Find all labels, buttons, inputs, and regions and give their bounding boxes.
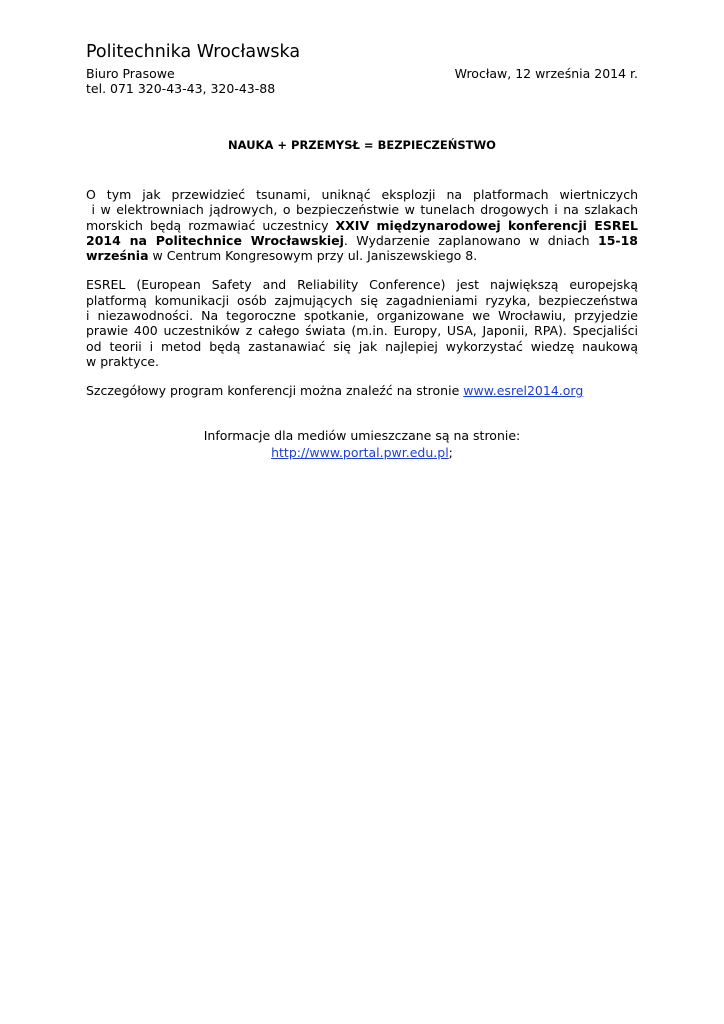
text-line: i niezawodności. Na tegoroczne spotkanie, organizowane we Wrocławiu, przyjedzie	[86, 308, 638, 324]
bold-text: XXIV międzynarodowej konferencji ESREL	[335, 217, 638, 233]
paragraph-esrel	[86, 277, 638, 369]
bold-text: września	[86, 248, 149, 264]
text-span: morskich będą rozmawiać uczestnicy	[86, 217, 336, 233]
text-span: O tym jak przewidzieć tsunami, uniknąć eksplozji na platformach wiertniczych	[86, 187, 638, 202]
program-text: Szczegółowy program konferencji można znaleźć na stronie	[86, 383, 464, 399]
bold-text: 15-18	[598, 232, 638, 248]
paragraph-intro	[86, 187, 638, 263]
link-suffix: ;	[448, 444, 453, 460]
conference-website-link[interactable]: www.esrel2014.org	[463, 383, 584, 399]
text-span: w Centrum Kongresowym przy ul. Janiszewskiego 8.	[148, 248, 478, 264]
header-row	[86, 66, 638, 81]
phone-numbers: tel. 071 320-43-43, 320-43-88	[86, 81, 276, 96]
text-line	[86, 187, 638, 202]
text-line	[86, 202, 638, 217]
media-info-text: Informacje dla mediów umieszczane są na stronie:	[203, 427, 521, 443]
portal-link[interactable]: http://www.portal.pwr.edu.pl	[271, 444, 449, 460]
text-line	[86, 233, 638, 248]
paragraph-program	[86, 383, 638, 398]
text-line: w praktyce.	[86, 353, 160, 369]
media-info	[86, 427, 638, 461]
text-span: i w elektrowniach jądrowych, o bezpieczeństwie w tunelach drogowych i na szlakach	[86, 202, 638, 218]
media-link-row	[86, 444, 638, 461]
text-line: prawie 400 uczestników z całego świata (m.in. Europy, USA, Japonii, RPA). Specjaliści	[86, 323, 638, 339]
office-name: Biuro Prasowe	[86, 66, 175, 81]
text-line	[86, 218, 638, 233]
date-place: Wrocław, 12 września 2014 r.	[454, 66, 638, 81]
text-span: . Wydarzenie zaplanowano w dniach	[343, 232, 599, 248]
letterhead	[86, 40, 638, 96]
text-line: ESREL (European Safety and Reliability Conference) jest największą europejską	[86, 277, 638, 293]
document-title: NAUKA + PRZEMYSŁ = BEZPIECZEŃSTWO	[228, 138, 496, 152]
press-release-page	[86, 40, 638, 461]
organization-name: Politechnika Wrocławska	[86, 42, 301, 62]
bold-text: 2014 na Politechnice Wrocławskiej	[86, 232, 344, 248]
text-line: od teorii i metod będą zastanawiać się jak najlepiej wykorzystać wiedzę naukową	[86, 338, 638, 354]
text-line: platformą komunikacji osób zajmujących się zagadnieniami ryzyka, bezpieczeństwa	[86, 292, 638, 308]
text-line	[86, 248, 638, 263]
